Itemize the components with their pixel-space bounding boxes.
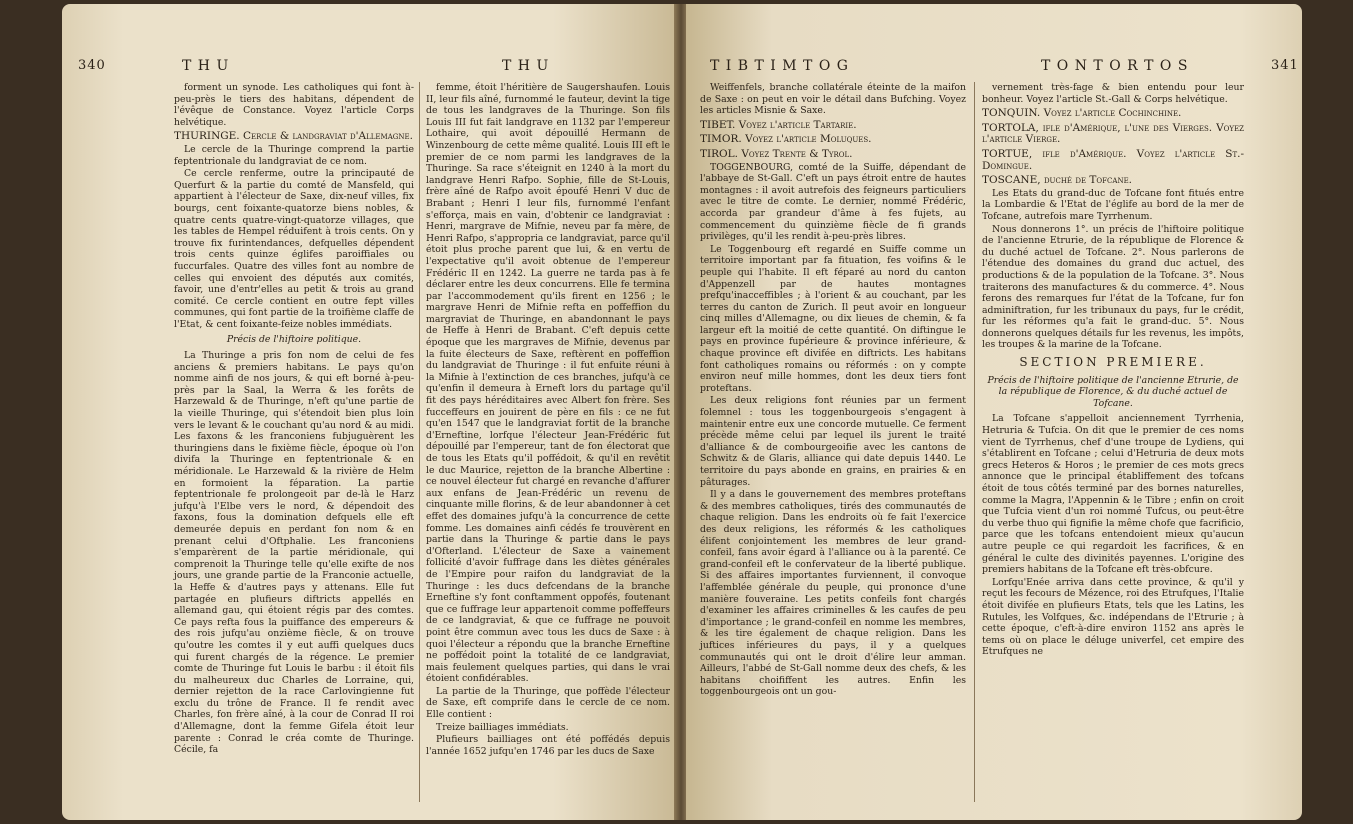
paragraph: Lorfqu'Enée arriva dans cette province, & qu'il y reçut les fecours de Mézence, roi des Etrufques, l'Italie étoit divifée en plufieurs Etats, tels que les Latins, les Rutules, les Volfques, &c. indépendans de l'Etrurie ; à cette époque, c'eft-à-dire environ 1152 ans après le tems où on place le déluge univerfel, cet empire des Etrufques ne [982,576,1244,658]
paragraph: Les Etats du grand-duc de Tofcane font fitués entre la Lombardie & l'Etat de l'églife au bord de la mer de Tofcane, autrefois mare Tyrrhenum. [982,187,1244,222]
paragraph: Plufieurs bailliages ont été poffédés depuis l'année 1652 jufqu'en 1746 par les ducs de Saxe [426,734,670,757]
paragraph: La Tofcane s'appelloit anciennement Tyrrhenia, Hetruria & Tufcia. On dit que le premier de ces noms vient de Tyrrhenus, chef d'une troupe de Lydiens, qui s'établirent en Tofcane ; celui d'Hetruria de deux mots grecs Heteros & Horos ; le premier de ces mots grecs annonce que le principal établiffement des tofcans étoit de tous côtés terminé par des bornes naturelles, comme la Magra, l'Appennin & le Tibre ; enfin on croit que Tufcia vient d'un roi nommé Tufcus, ou peut-être du verbe thuo qui fignifie la même chofe que facrificio, parce que les tofcans entendoient mieux qu'aucun autre peuple ce qui regardoit les facrifices, & en général le culte des divinités payennes. L'origine des premiers habitans de la Tofcane eft très-obfcure. [982,413,1244,576]
paragraph: Le Toggenbourg eft regardé en Suiffe comme un territoire important par fa fituation, fes voifins & le peuple qui l'habite. Il eft féparé au nord du canton d'Appenzell par de hautes montagnes prefqu'inacceffibles ; à l'orient & au couchant, par les terres du canton de Zurich. Il peut avoir en longueur cinq milles d'Allemagne, ou dix lieues de chemin, & fa largeur eft la moitié de cette quantité. On diftingue le pays en province fupérieure & province inférieure, & chaque province eft divifée en diftricts. Les habitans font catholiques romains ou réformés : on y compte environ neuf mille hommes, dont les deux tiers font proteftans. [700,243,966,394]
paragraph: TOGGENBOURG, comté de la Suiffe, dépendant de l'abbaye de St-Gall. C'eft un pays étroit entre de hautes montagnes : il avoit autrefois des feigneurs particuliers avec le titre de comte. Le dernier, nommé Frédéric, accorda par grandeur d'âme à fes fujets, au commencement du quinzième fiècle de fi grands privilèges, qu'il les rendit à-peu-près libres. [700,161,966,243]
entry-heading: TIBET. Voyez l'article Tartarie. [700,118,857,131]
paragraph: Treize bailliages immédiats. [436,721,569,733]
subheading: Précis de l'hiftoire politique. [226,334,362,346]
right-head-right: T O N T O R T O S [1041,58,1189,74]
paragraph: Weiffenfels, branche collatérale éteinte de la maifon de Saxe : on peut en voir le détail dans Bufching. Voyez les articles Misnie & Saxe. [700,82,966,117]
column-rule [419,82,420,802]
paragraph: vernement très-fage & bien entendu pour leur bonheur. Voyez l'article St.-Gall & Corps helvétique. [982,82,1244,105]
left-head-right: T H U [502,58,550,74]
book-spread [62,4,1302,820]
entry-heading: TONQUIN. Voyez l'article Cochinchine. [982,107,1182,120]
entry-heading: THURINGE. Cercle & landgraviat d'Allemagne. [174,130,413,143]
section-title: SECTION PREMIERE. [1019,355,1207,370]
left-page-column-2 [426,82,670,758]
paragraph: Nous donnerons 1°. un précis de l'hiftoire politique de l'ancienne Etrurie, de la république de Florence & du duché actuel de Tofcane. 2°. Nous parlerons de l'étendue des domaines du grand duc actuel, des productions & de la population de la Tofcane. 3°. Nous traiterons des manufactures & du commerce. 4°. Nous ferons des remarques fur l'état de la Tofcane, fur fon adminiftration, fur les tribunaux du pays, fur le crédit, fur les réformes qu'a fait le grand-duc. 5°. Nous donnerons quelques détails fur les revenus, les impôts, les troupes & la marine de la Tofcane. [982,223,1244,351]
column-rule [974,82,975,802]
paragraph: Ce cercle renferme, outre la principauté de Querfurt & la partie du comté de Mansfeld, qui appartient à l'électeur de Saxe, dix-neuf villes, fix bourgs, cent foixante-quatorze biens nobles, & quatre cents quatre-vingt-quatorze villages, que les tables de Hempel réduifent à trois cents. On y trouve fix furintendances, defquelles dépendent trois cents quinze églifes paroiffiales ou fuccurfales. Quatre des villes font au nombre de celles qui envoient des députés aux comités, favoir, une d'entr'elles au petit & trois au grand comité. Ce cercle contient en outre fept villes communes, qui font partie de la troifième claffe de l'Etat, & cent foixante-feize nobles immédiats. [174,168,414,330]
paragraph: forment un synode. Les catholiques qui font à-peu-près le tiers des habitans, dépendent de l'évêque de Constance. Voyez l'article Corps helvétique. [174,82,414,128]
entry-heading: TIMOR. Voyez l'article Moluques. [700,133,872,146]
left-running-header [62,58,676,80]
right-page-column-1 [700,82,966,699]
left-head-left: T H U [182,58,230,74]
subheading: Précis de l'hiftoire politique de l'ancienne Etrurie, de la république de Florence, & du duché actuel de Tofcane. [987,374,1239,409]
paragraph: Les deux religions font réunies par un ferment folemnel : tous les toggenbourgeois s'engagent à maintenir entre eux une concorde mutuelle. Ce ferment précède même celui par lequel ils jurent le traité d'alliance & de combourgeoifie avec les cantons de Schwitz & de Glaris, alliance qui date depuis 1440. Le territoire du pays abonde en grains, en prairies & en pâturages. [700,395,966,488]
right-page-column-2 [982,82,1244,659]
left-page-number: 340 [78,58,106,73]
entry-heading: TOSCANE, duché de Tofcane. [982,174,1133,187]
paragraph: femme, étoit l'héritière de Saugershaufen. Louis II, leur fils aîné, furnommé le fauteur, devint la tige de tous les landgraves de la Thuringe. Son fils Louis III fut fait landgrave en 1132 par l'empereur Lothaire, qui avoit dépouillé Hermann de Winzenbourg de cette même qualité. Louis III eft le premier de ce nom parmi les landgraves de la Thuringe. Sa race s'éteignit en 1240 à la mort du landgrave Henri Rafpo. Sophie, fille de St-Louis, frère aîné de Rafpo avoit époufé Henri V duc de Brabant ; Henri I leur fils, furnommé l'enfant s'efforça, mais en vain, d'obtenir ce landgraviat : Henri, margrave de Mifnie, neveu par fa mère, de Henri Rafpo, s'appropria ce landgraviat, parce qu'il étoit plus proche parent que lui, & en vertu de l'expectative qu'il avoit obtenue de l'empereur Frédéric II en 1242. La guerre ne tarda pas à fe déclarer entre les deux concurrens. Elle fe termina par l'accommodement qu'ils firent en 1256 ; le margrave Henri de Mifnie refta en poffeffion du margraviat de Thuringe, en abandonnant le pays de Heffe à Henri de Brabant. C'eft depuis cette époque que les margraves de Mifnie, devenus par la fuite électeurs de Saxe, reftèrent en poffeffion du landgraviat de Thuringe : il fut enfuite réuni à la Mifnie à l'extinction de ces branches, jufqu'à ce qu'enfin il demeura à Erneft lors du partage qu'il fit des pays héréditaires avec Albert fon frère. Ses fucceffeurs en jouirent de père en fils : ce ne fut qu'en 1547 que le landgraviat fortit de la branche d'Erneftine, lorfque l'électeur Jean-Frédéric fut dépouillé par l'empereur, tant de fon électorat que de tous les Etats qu'il poffédoit, & qu'il en revêtit le duc Maurice, rejetton de la branche Albertine : ce nouvel électeur fut chargé en revanche d'affurer aux enfans de Jean-Frédéric un revenu de cinquante mille florins, & de leur abandonner à cet effet des domaines jufqu'à la concurrence de cette fomme. Les domaines ainfi cédés fe trouvèrent en partie dans la Thuringe & partie dans le pays d'Ofterland. L'électeur de Saxe a vainement follicité d'avoir fuffrage dans les diètes générales de l'Empire pour raifon du landgraviat de la Thuringe : les ducs defcendans de la branche Erneftine s'y font conftamment oppofés, foutenant que ce fuffrage leur appartenoit comme poffeffeurs de ce landgraviat, & que ce fuffrage ne pouvoit point être commun avec tous les ducs de Saxe : à quoi l'électeur a répondu que la branche Erneftine ne poffédoit point la totalité de ce landgraviat, mais feulement quelques parties, qui dans le vrai étoient confidérables. [426,82,670,685]
right-head-left: T I B T I M T O G [710,58,849,74]
right-page [686,4,1302,820]
left-page [62,4,676,820]
entry-heading: TIROL. Voyez Trente & Tyrol. [700,147,853,160]
paragraph: La Thuringe a pris fon nom de celui de fes anciens & premiers habitans. Le pays qu'on nomme ainfi de nos jours, & qui eft borné à-peu-près par la Saal, la Werra & les forêts de Harzewald & de Thuringe, n'eft qu'une partie de la vieille Thuringe, qui s'étendoit bien plus loin vers le levant & le couchant qu'au nord & au midi. Les faxons & les franconiens fubjuguèrent les thuringiens dans le fixième fiècle, époque où l'on divifa la Thuringe en feptentrionale & en méridionale. Le Harzewald & la rivière de Helm en formoient la féparation. La partie feptentrionale fe prolongeoit par de-là le Harz jufqu'à l'Elbe vers le nord, & dépendoit des faxons, fous la domination defquels elle eft demeurée depuis en perdant fon nom & en prenant celui d'Oftphalie. Les franconiens s'emparèrent de la partie méridionale, qui comprenoit la Thuringe telle qu'elle exifte de nos jours, une grande partie de la Franconie actuelle, la Heffe & d'autres pays y attenans. Elle fut partagée en plufieurs diftricts appellés en allemand gau, qui étoient régis par des comtes. Ce pays refta fous la puiffance des empereurs & des rois jufqu'au onzième fiècle, & on trouve qu'outre les comtes il y eut auffi quelques ducs qui furent chargés de la régence. Le premier comte de Thuringe fut Louis le barbu : il étoit fils du malheureux duc Charles de Lorraine, qui, dernier rejetton de la race Carlovingienne fut exclu du trône de France. Il fe rendit avec Charles, fon frère aîné, à la cour de Conrad II roi d'Allemagne, dont la femme Gifela étoit leur parente : Conrad le créa comte de Thuringe. Cécile, fa [174,350,414,756]
paragraph: Il y a dans le gouvernement des membres proteftans & des membres catholiques, tirés des communautés de chaque religion. Dans les endroits où fe fait l'exercice des deux religions, les réformés & les catholiques élifent conjointement les membres de leur grand-confeil, fans avoir égard à l'alliance ou à la parenté. Ce grand-confeil eft le confervateur de la liberté publique. Si des affaires importantes furviennent, il convoque l'affemblée générale du peuple, qui prononce d'une manière fouveraine. Les petits confeils font chargés d'examiner les affaires criminelles & les caufes de peu d'importance ; le grand-confeil en nomme les membres, & les tire également de chaque religion. Dans les juftices inférieures du pays, il y a quelques communautés qui ont le droit d'élire leur amman. Ailleurs, l'abbé de St-Gall nomme deux des chefs, & les habitans choififfent les autres. Enfin les toggenbourgeois ont un gou- [700,489,966,698]
paragraph: Le cercle de la Thuringe comprend la partie feptentrionale du landgraviat de ce nom. [174,143,414,167]
right-running-header [686,58,1302,80]
right-page-number: 341 [1271,58,1299,73]
entry-heading: TORTOLA, ifle d'Amérique, l'une des Vierges. Voyez l'article Vierge. [982,121,1244,146]
paragraph: La partie de la Thuringe, que poffède l'électeur de Saxe, eft comprife dans le cercle de ce nom. Elle contient : [426,685,670,721]
entry-heading: TORTUE, ifle d'Amérique. Voyez l'article St.-Domingue. [982,147,1244,172]
left-page-column-1 [174,82,414,757]
